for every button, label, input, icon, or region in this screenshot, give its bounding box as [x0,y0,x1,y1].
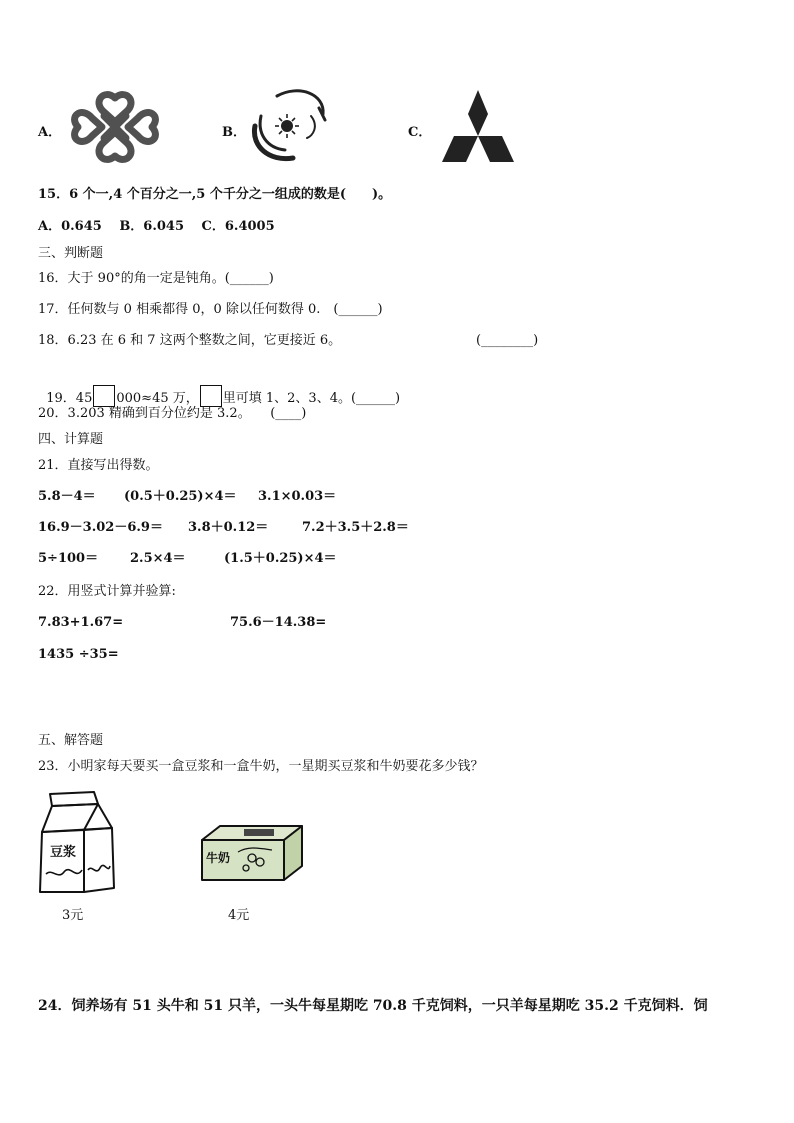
q18-text: 18．6.23 在 6 和 7 这两个整数之间，它更接近 6。 [38,333,342,348]
option-c-label: C． [408,125,432,140]
section-4-heading: 四、计算题 [38,432,104,447]
q22-item-1: 7.83+1.67= [38,615,124,630]
q22-item-3: 1435 ÷35= [38,647,119,662]
option-b-label: B． [222,125,246,140]
q20: 20．3.203 精确到百分位约是 3.2。 (____) [38,406,307,421]
q21-r2c3: 7.2＋3.5＋2.8＝ [302,520,409,535]
q17: 17．任何数与 0 相乘都得 0，0 除以任何数得 0. (______) [38,302,383,317]
q21-r3c3: (1.5＋0.25)×4＝ [224,551,337,566]
chinese-knot-logo-icon [64,90,166,164]
q19-part3: 里可填 1、2、3、4。(______) [222,391,401,406]
q23-stem: 23．小明家每天要买一盒豆浆和一盒牛奶，一星期买豆浆和牛奶要花多少钱？ [38,759,484,774]
soy-milk-price: 3元 [62,908,84,923]
soy-milk-carton-label: 豆浆 [50,845,77,860]
q22-stem: 22．用竖式计算并验算: [38,584,176,599]
soy-milk-carton-image [36,790,118,896]
q19-part1: 19．45 [46,391,93,406]
q24-stem: 24．饲养场有 51 头牛和 51 只羊，一头牛每星期吃 70.8 千克饲料，一只羊每星期吃 35.2 千克饲料．饲 [38,998,708,1014]
milk-box-image [198,822,306,884]
q21-r3c1: 5÷100＝ [38,551,99,566]
milk-price: 4元 [228,908,250,923]
q19 [38,369,400,407]
q21-r1c3: 3.1×0.03＝ [258,489,337,504]
q21-r1c1: 5.8－4＝ [38,489,96,504]
q19-part2: 000≈45 万， [116,391,199,406]
three-diamonds-logo-icon [436,88,520,166]
q21-r2c2: 3.8＋0.12＝ [188,520,269,535]
option-a-label: A． [38,125,62,140]
q19-box-2[interactable] [200,385,222,407]
q21-r3c2: 2.5×4＝ [130,551,186,566]
q21-stem: 21．直接写出得数。 [38,458,159,473]
q16: 16．大于 90°的角一定是钝角。(______) [38,271,274,286]
q19-box-1[interactable] [93,385,115,407]
q21-r2c1: 16.9－3.02－6.9＝ [38,520,163,535]
q15-stem: 15．6 个一,4 个百分之一,5 个千分之一组成的数是( )。 [38,187,392,202]
q22-item-2: 75.6－14.38= [230,615,327,630]
section-5-heading: 五、解答题 [38,733,104,748]
section-3-heading: 三、判断题 [38,246,104,261]
swirl-sun-logo-icon [247,86,329,164]
q21-r1c2: (0.5＋0.25)×4＝ [124,489,237,504]
milk-box-label: 牛奶 [206,851,231,865]
q18-blank: (________) [476,333,539,348]
q15-choices: A．0.645 B．6.045 C．6.4005 [38,219,275,234]
